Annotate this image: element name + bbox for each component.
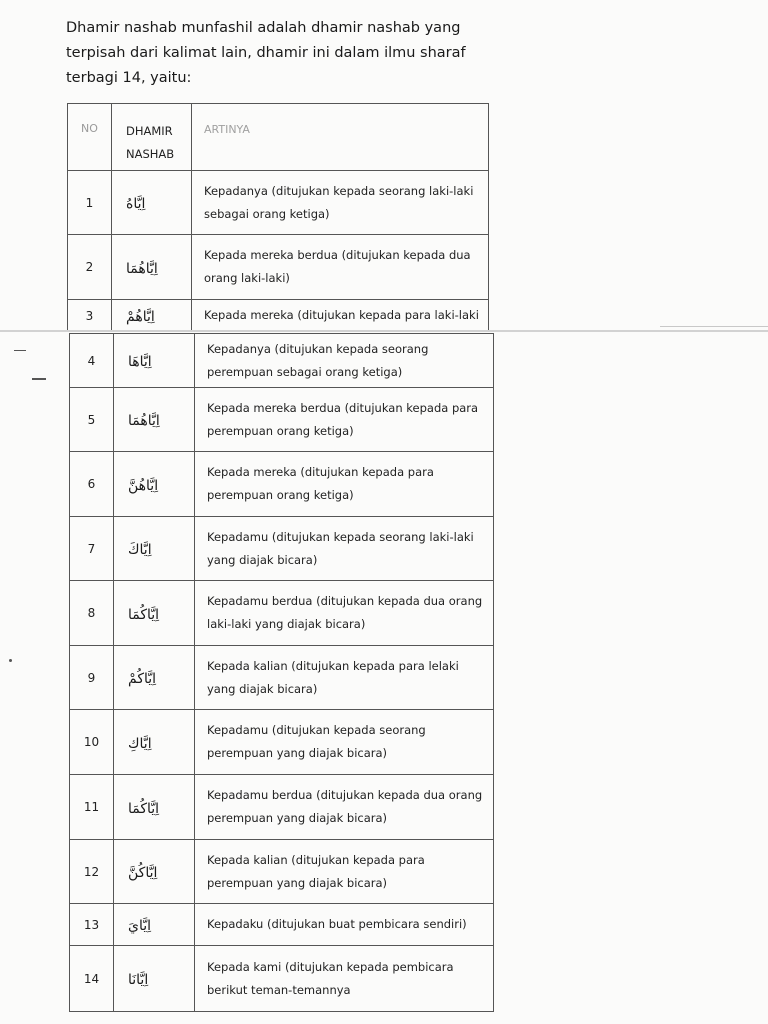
dhamir-cell xyxy=(114,904,195,946)
table-row xyxy=(70,710,494,775)
table-row xyxy=(70,840,494,904)
dhamir-cell xyxy=(114,581,195,646)
scan-seam-mark xyxy=(660,326,768,327)
artinya-cell: Kepadamu berdua (ditujukan kepada dua orang laki-laki yang diajak bicara) xyxy=(195,581,494,646)
arabic-pronoun: اِيَّاهُمَا xyxy=(126,260,158,277)
arabic-pronoun: اِيَّانَا xyxy=(128,972,149,988)
arabic-pronoun: اِيَّاكَ xyxy=(128,542,152,558)
scan-seam xyxy=(0,330,768,332)
row-number: 6 xyxy=(70,452,114,517)
dhamir-cell xyxy=(114,840,195,904)
row-number: 2 xyxy=(68,235,112,300)
dhamir-cell xyxy=(114,710,195,775)
table-header-row xyxy=(68,104,489,171)
arabic-pronoun: اِيَّايَ xyxy=(128,918,152,934)
table-row xyxy=(70,334,494,388)
table-row xyxy=(70,646,494,710)
artinya-cell: Kepada mereka (ditujukan kepada para perempuan orang ketiga) xyxy=(195,452,494,517)
artinya-cell: Kepada mereka berdua (ditujukan kepada para perempuan orang ketiga) xyxy=(195,388,494,452)
artinya-cell: Kepadaku (ditujukan buat pembicara sendiri) xyxy=(195,904,494,946)
dhamir-cell xyxy=(114,646,195,710)
header-no: NO xyxy=(68,104,112,171)
dhamir-cell xyxy=(114,517,195,581)
intro-paragraph: Dhamir nashab munfashil adalah dhamir nashab yang terpisah dari kalimat lain, dhamir ini dalam ilmu sharaf terbagi 14, yaitu: xyxy=(66,20,466,86)
dhamir-table-part-1 xyxy=(67,103,489,332)
row-number: 4 xyxy=(70,334,114,388)
dhamir-cell xyxy=(114,946,195,1012)
header-dhamir-nashab: DHAMIR NASHAB xyxy=(112,104,192,171)
arabic-pronoun: اِيَّاهُنَّ xyxy=(128,477,159,494)
table-row xyxy=(70,775,494,840)
artinya-cell: Kepada kami (ditujukan kepada pembicara berikut teman-temannya xyxy=(195,946,494,1012)
arabic-pronoun: اِيَّاهُمَا xyxy=(128,413,160,429)
artinya-cell: Kepada kalian (ditujukan kepada para lelaki yang diajak bicara) xyxy=(195,646,494,710)
artinya-cell: Kepadanya (ditujukan kepada seorang laki-laki sebagai orang ketiga) xyxy=(192,171,489,235)
table-row xyxy=(70,452,494,517)
dhamir-cell xyxy=(114,452,195,517)
row-number: 7 xyxy=(70,517,114,581)
row-number: 5 xyxy=(70,388,114,452)
artinya-cell: Kepadamu (ditujukan kepada seorang perempuan yang diajak bicara) xyxy=(195,710,494,775)
header-artinya: ARTINYA xyxy=(192,104,489,171)
row-number: 8 xyxy=(70,581,114,646)
scan-mark xyxy=(9,659,12,662)
artinya-cell: Kepadanya (ditujukan kepada seorang perempuan sebagai orang ketiga) xyxy=(195,334,494,388)
row-number: 10 xyxy=(70,710,114,775)
dhamir-cell xyxy=(114,334,195,388)
table-row xyxy=(70,946,494,1012)
table-row xyxy=(68,235,489,300)
scan-mark xyxy=(32,378,46,380)
row-number: 1 xyxy=(68,171,112,235)
artinya-cell: Kepadamu (ditujukan kepada seorang laki-laki yang diajak bicara) xyxy=(195,517,494,581)
artinya-cell: Kepada mereka berdua (ditujukan kepada dua orang laki-laki) xyxy=(192,235,489,300)
table-row xyxy=(68,171,489,235)
arabic-pronoun: اِيَّاهَا xyxy=(128,354,152,370)
arabic-pronoun: اِيَّاهُ xyxy=(126,196,146,212)
arabic-pronoun: اِيَّاكُمَا xyxy=(128,800,160,817)
row-number: 13 xyxy=(70,904,114,946)
arabic-pronoun: اِيَّاكُمْ xyxy=(128,671,157,687)
artinya-cell: Kepadamu berdua (ditujukan kepada dua orang perempuan yang diajak bicara) xyxy=(195,775,494,840)
row-number: 9 xyxy=(70,646,114,710)
artinya-cell: Kepada kalian (ditujukan kepada para perempuan yang diajak bicara) xyxy=(195,840,494,904)
row-number: 12 xyxy=(70,840,114,904)
dhamir-table-part-2 xyxy=(69,333,494,1012)
table-row xyxy=(70,517,494,581)
table-row xyxy=(70,581,494,646)
row-number: 14 xyxy=(70,946,114,1012)
table-row xyxy=(70,904,494,946)
dhamir-cell xyxy=(112,300,192,332)
artinya-cell: Kepada mereka (ditujukan kepada para laki-laki xyxy=(192,300,489,332)
dhamir-cell xyxy=(114,388,195,452)
arabic-pronoun: اِيَّاهُمْ xyxy=(126,309,155,325)
arabic-pronoun: اِيَّاكُمَا xyxy=(128,606,160,623)
table-row xyxy=(68,300,489,332)
arabic-pronoun: اِيَّاكِ xyxy=(128,735,152,752)
row-number: 11 xyxy=(70,775,114,840)
scan-mark xyxy=(14,350,26,351)
table-row xyxy=(70,388,494,452)
dhamir-cell xyxy=(112,171,192,235)
arabic-pronoun: اِيَّاكُنَّ xyxy=(128,865,158,881)
dhamir-cell xyxy=(114,775,195,840)
dhamir-cell xyxy=(112,235,192,300)
row-number: 3 xyxy=(68,300,112,332)
